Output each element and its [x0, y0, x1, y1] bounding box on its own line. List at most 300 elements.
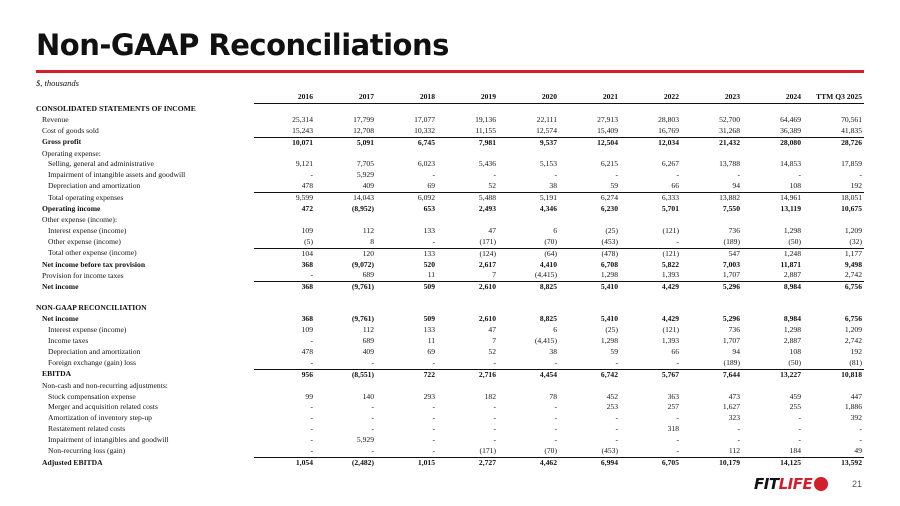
- value-cell: (70): [498, 446, 559, 457]
- value-cell: (124): [479, 248, 496, 258]
- value-cell: -: [493, 424, 496, 434]
- table-row: [36, 193, 864, 204]
- row-label: Non-cash and non-recurring adjustments:: [42, 380, 168, 390]
- value-cell: 5,191: [539, 193, 557, 203]
- value-cell: 478: [301, 346, 313, 356]
- value-cell: 1,015: [417, 457, 435, 467]
- value-cell: 520: [423, 259, 435, 269]
- value-cell: 509: [423, 282, 435, 292]
- value-cell: 653: [423, 204, 435, 214]
- value-cell: -: [371, 424, 374, 434]
- value-cell: 253: [606, 402, 618, 412]
- value-cell: -: [615, 424, 618, 434]
- value-cell: 15,409: [559, 126, 620, 137]
- value-cell: 1,209: [844, 325, 862, 335]
- value-cell: -: [315, 446, 376, 457]
- row-label: Non-recurring loss (gain): [48, 446, 126, 456]
- value-cell: 19,136: [475, 114, 496, 124]
- value-cell: [376, 103, 437, 114]
- row-label: Operating expense:: [42, 148, 101, 158]
- value-cell: 2,887: [742, 270, 803, 281]
- value-cell: 452: [606, 391, 618, 401]
- value-cell: 1,393: [661, 336, 679, 346]
- value-cell: (189): [681, 237, 742, 248]
- value-cell: 13,227: [780, 369, 801, 379]
- value-cell: 5,767: [661, 369, 679, 379]
- row-label: Operating income: [42, 204, 101, 214]
- row-label: EBITDA: [42, 369, 72, 379]
- value-cell: 9,599: [295, 193, 313, 203]
- row-label: Foreign exchange (gain) loss: [48, 358, 136, 368]
- value-cell: 12,574: [498, 126, 559, 137]
- value-cell: (121): [662, 325, 679, 335]
- value-cell: [376, 381, 437, 392]
- value-cell: 4,410: [539, 259, 557, 269]
- value-cell: [376, 303, 437, 314]
- value-cell: 13,788: [719, 159, 740, 169]
- value-cell: (64): [544, 248, 557, 258]
- value-cell: 2,617: [478, 259, 496, 269]
- table-header-row: [36, 92, 864, 103]
- value-cell: 7: [492, 336, 496, 346]
- spacer-row: [36, 293, 864, 303]
- value-cell: 182: [484, 391, 496, 401]
- row-label: Income taxes: [48, 336, 89, 346]
- value-cell: (5): [254, 237, 315, 248]
- value-cell: -: [493, 170, 496, 180]
- value-cell: (4,415): [534, 336, 557, 346]
- value-cell: -: [310, 424, 313, 434]
- value-cell: 69: [376, 181, 437, 192]
- value-cell: 6,274: [600, 193, 618, 203]
- value-cell: (478): [601, 248, 618, 258]
- value-cell: 1,627: [722, 402, 740, 412]
- value-cell: 6,745: [417, 137, 435, 147]
- value-cell: 1,393: [620, 270, 681, 281]
- value-cell: 6,756: [844, 282, 862, 292]
- value-cell: (70): [498, 237, 559, 248]
- value-cell: 5,410: [600, 314, 618, 324]
- value-cell: -: [615, 413, 618, 423]
- value-cell: 409: [315, 181, 376, 192]
- value-cell: 6: [553, 225, 557, 235]
- value-cell: -: [676, 413, 679, 423]
- value-cell: 109: [301, 225, 313, 235]
- value-cell: [803, 303, 864, 314]
- value-cell: 257: [667, 402, 679, 412]
- value-cell: (171): [437, 237, 498, 248]
- value-cell: [803, 149, 864, 160]
- value-cell: [681, 103, 742, 114]
- table-row: [36, 402, 864, 413]
- value-cell: [254, 215, 315, 226]
- value-cell: 7,550: [722, 204, 740, 214]
- value-cell: 12,504: [597, 137, 618, 147]
- table-row: [36, 181, 864, 192]
- value-cell: 9,121: [295, 159, 313, 169]
- value-cell: [315, 303, 376, 314]
- value-cell: 22,111: [536, 114, 557, 124]
- value-cell: [254, 103, 315, 114]
- value-cell: 10,179: [719, 457, 740, 467]
- value-cell: 70,561: [841, 114, 862, 124]
- row-label: Other expense (income): [48, 237, 121, 247]
- value-cell: [620, 215, 681, 226]
- value-cell: 21,432: [719, 137, 740, 147]
- row-label: Cost of goods sold: [42, 125, 99, 135]
- value-cell: [559, 381, 620, 392]
- table-row: [36, 446, 864, 457]
- value-cell: 1,177: [844, 248, 862, 258]
- row-label: Total operating expenses: [48, 192, 124, 202]
- value-cell: [803, 215, 864, 226]
- value-cell: 18,051: [841, 193, 862, 203]
- row-label: Revenue: [42, 114, 69, 124]
- value-cell: 2,742: [844, 336, 862, 346]
- value-cell: 94: [732, 346, 740, 356]
- value-cell: 31,268: [681, 126, 742, 137]
- value-cell: [315, 293, 376, 303]
- value-cell: 11,155: [437, 126, 498, 137]
- value-cell: 10,818: [841, 369, 862, 379]
- table-row: [36, 137, 864, 148]
- value-cell: [742, 215, 803, 226]
- value-cell: (50): [742, 237, 803, 248]
- logo-text-life: LIFE: [778, 475, 813, 493]
- value-cell: (121): [662, 248, 679, 258]
- value-cell: -: [432, 413, 435, 423]
- column-header: 2023: [681, 92, 742, 103]
- value-cell: 1,298: [559, 270, 620, 281]
- value-cell: 6,742: [600, 369, 618, 379]
- value-cell: (9,072): [351, 259, 374, 269]
- value-cell: [803, 103, 864, 114]
- value-cell: -: [620, 358, 681, 369]
- value-cell: (121): [662, 225, 679, 235]
- value-cell: 5,153: [539, 159, 557, 169]
- value-cell: 104: [301, 248, 313, 258]
- value-cell: (25): [605, 325, 618, 335]
- value-cell: [620, 293, 681, 303]
- value-cell: [437, 215, 498, 226]
- table-row: [36, 237, 864, 248]
- value-cell: [498, 215, 559, 226]
- value-cell: 112: [362, 225, 374, 235]
- value-cell: 7,705: [356, 159, 374, 169]
- value-cell: 736: [728, 325, 740, 335]
- value-cell: 109: [301, 325, 313, 335]
- row-label: Interest expense (income): [48, 225, 127, 235]
- title-underline: [36, 70, 864, 73]
- value-cell: 4,462: [539, 457, 557, 467]
- value-cell: -: [620, 237, 681, 248]
- value-cell: 52,700: [719, 114, 740, 124]
- row-label: Selling, general and administrative: [48, 159, 154, 169]
- value-cell: 10,071: [292, 137, 313, 147]
- value-cell: -: [737, 424, 740, 434]
- value-cell: -: [859, 170, 862, 180]
- row-label: Adjusted EBITDA: [42, 457, 103, 467]
- value-cell: 133: [423, 248, 435, 258]
- row-label: Interest expense (income): [48, 325, 127, 335]
- row-label: Provision for income taxes: [42, 270, 124, 280]
- value-cell: 94: [681, 181, 742, 192]
- value-cell: 38: [498, 181, 559, 192]
- value-cell: 5,488: [478, 193, 496, 203]
- value-cell: 6,267: [661, 159, 679, 169]
- value-cell: 192: [850, 346, 862, 356]
- value-cell: 11: [427, 336, 435, 346]
- row-label: Net income: [42, 314, 79, 324]
- value-cell: [437, 149, 498, 160]
- value-cell: 6,756: [844, 314, 862, 324]
- value-cell: [498, 303, 559, 314]
- value-cell: [315, 103, 376, 114]
- header-label-cell: [36, 92, 254, 103]
- value-cell: [376, 293, 437, 303]
- value-cell: 6,230: [600, 204, 618, 214]
- value-cell: 2,727: [478, 457, 496, 467]
- value-cell: [681, 149, 742, 160]
- value-cell: 7,981: [478, 137, 496, 147]
- value-cell: 368: [301, 259, 313, 269]
- value-cell: [498, 293, 559, 303]
- section-header-row: [36, 103, 864, 114]
- row-label: Gross profit: [42, 137, 82, 147]
- value-cell: [620, 103, 681, 114]
- value-cell: -: [676, 170, 679, 180]
- financial-table: [36, 92, 864, 469]
- value-cell: [498, 103, 559, 114]
- value-cell: -: [498, 358, 559, 369]
- value-cell: 13,592: [841, 457, 862, 467]
- value-cell: 5,091: [356, 137, 374, 147]
- value-cell: 69: [427, 346, 435, 356]
- table-row: [36, 369, 864, 380]
- value-cell: 409: [362, 346, 374, 356]
- value-cell: [437, 103, 498, 114]
- table-row: [36, 159, 864, 170]
- value-cell: 8,984: [783, 314, 801, 324]
- value-cell: 6,023: [417, 159, 435, 169]
- value-cell: 368: [301, 314, 313, 324]
- value-cell: 38: [549, 346, 557, 356]
- value-cell: 722: [423, 369, 435, 379]
- row-label: Net income before tax provision: [42, 259, 146, 269]
- value-cell: 17,799: [353, 114, 374, 124]
- value-cell: -: [310, 336, 313, 346]
- value-cell: -: [798, 424, 801, 434]
- value-cell: 112: [362, 325, 374, 335]
- value-cell: 2,493: [478, 204, 496, 214]
- value-cell: 8,825: [539, 314, 557, 324]
- value-cell: -: [798, 435, 801, 445]
- value-cell: (81): [803, 358, 864, 369]
- value-cell: 66: [620, 181, 681, 192]
- value-cell: 133: [423, 225, 435, 235]
- value-cell: [498, 381, 559, 392]
- row-label: [36, 293, 254, 303]
- value-cell: -: [615, 170, 618, 180]
- row-label: Merger and acquisition related costs: [48, 402, 158, 412]
- value-cell: 78: [549, 391, 557, 401]
- row-label: Amortization of inventory step-up: [48, 413, 152, 423]
- value-cell: -: [620, 446, 681, 457]
- value-cell: 1,707: [722, 336, 740, 346]
- value-cell: (8,551): [351, 369, 374, 379]
- value-cell: [742, 303, 803, 314]
- column-header: 2020: [498, 92, 559, 103]
- value-cell: [437, 293, 498, 303]
- value-cell: 5,296: [722, 282, 740, 292]
- value-cell: -: [432, 424, 435, 434]
- value-cell: -: [554, 424, 557, 434]
- value-cell: 5,701: [661, 204, 679, 214]
- value-cell: 736: [728, 225, 740, 235]
- row-label: Total other expense (income): [48, 248, 137, 258]
- value-cell: [315, 215, 376, 226]
- value-cell: -: [437, 358, 498, 369]
- value-cell: 5,929: [356, 435, 374, 445]
- value-cell: 363: [667, 391, 679, 401]
- table-row: [36, 226, 864, 237]
- value-cell: 2,887: [783, 336, 801, 346]
- value-cell: [681, 293, 742, 303]
- value-cell: 5,929: [356, 170, 374, 180]
- value-cell: 10,332: [376, 126, 437, 137]
- table-row: [36, 126, 864, 137]
- value-cell: [742, 149, 803, 160]
- value-cell: 11: [376, 270, 437, 281]
- value-cell: 49: [803, 446, 864, 457]
- table-row: [36, 115, 864, 126]
- column-header: 2024: [742, 92, 803, 103]
- value-cell: -: [554, 435, 557, 445]
- value-cell: -: [493, 402, 496, 412]
- row-label: Net income: [42, 282, 79, 292]
- value-cell: [742, 381, 803, 392]
- table-row: [36, 336, 864, 347]
- value-cell: 478: [254, 181, 315, 192]
- value-cell: 47: [488, 325, 496, 335]
- table-row: [36, 358, 864, 369]
- row-label: Restatement related costs: [48, 424, 126, 434]
- value-cell: 8,825: [539, 282, 557, 292]
- value-cell: 12,034: [658, 137, 679, 147]
- value-cell: [315, 149, 376, 160]
- value-cell: [742, 103, 803, 114]
- value-cell: [803, 293, 864, 303]
- value-cell: 368: [301, 282, 313, 292]
- value-cell: -: [310, 435, 313, 445]
- value-cell: 1,298: [783, 225, 801, 235]
- value-cell: 14,961: [780, 193, 801, 203]
- value-cell: -: [254, 358, 315, 369]
- value-cell: [681, 215, 742, 226]
- value-cell: [376, 215, 437, 226]
- value-cell: -: [554, 402, 557, 412]
- value-cell: 2,610: [478, 282, 496, 292]
- table-row: [36, 260, 864, 271]
- value-cell: 8: [315, 237, 376, 248]
- value-cell: 59: [559, 181, 620, 192]
- value-cell: -: [859, 435, 862, 445]
- value-cell: (9,761): [351, 282, 374, 292]
- value-cell: [498, 149, 559, 160]
- value-cell: [254, 149, 315, 160]
- value-cell: -: [310, 402, 313, 412]
- value-cell: (2,482): [351, 457, 374, 467]
- value-cell: 120: [362, 248, 374, 258]
- value-cell: 473: [728, 391, 740, 401]
- value-cell: 192: [803, 181, 864, 192]
- value-cell: 4,429: [661, 314, 679, 324]
- value-cell: 16,769: [620, 126, 681, 137]
- value-cell: -: [254, 270, 315, 281]
- table-row: [36, 424, 864, 435]
- value-cell: 7,003: [722, 259, 740, 269]
- value-cell: -: [737, 170, 740, 180]
- logo-badge-icon: [814, 477, 828, 491]
- value-cell: -: [798, 170, 801, 180]
- value-cell: [620, 149, 681, 160]
- section-header-row: [36, 303, 864, 314]
- value-cell: 9,537: [539, 137, 557, 147]
- value-cell: (32): [803, 237, 864, 248]
- value-cell: 52: [488, 346, 496, 356]
- value-cell: 547: [728, 248, 740, 258]
- value-cell: -: [376, 237, 437, 248]
- value-cell: 459: [789, 391, 801, 401]
- value-cell: 323: [728, 413, 740, 423]
- value-cell: [559, 103, 620, 114]
- table-row: [36, 314, 864, 325]
- value-cell: 447: [850, 391, 862, 401]
- value-cell: -: [737, 435, 740, 445]
- value-cell: 1,886: [844, 402, 862, 412]
- value-cell: 1,248: [783, 248, 801, 258]
- table-row: [36, 435, 864, 446]
- value-cell: [620, 303, 681, 314]
- table-body: [36, 103, 864, 468]
- value-cell: [559, 303, 620, 314]
- value-cell: 28,080: [780, 137, 801, 147]
- table-row: [36, 215, 864, 226]
- value-cell: -: [376, 358, 437, 369]
- value-cell: -: [310, 413, 313, 423]
- table-row: [36, 325, 864, 336]
- value-cell: 25,314: [292, 114, 313, 124]
- value-cell: 1,707: [681, 270, 742, 281]
- value-cell: 472: [301, 204, 313, 214]
- value-cell: 6,705: [661, 457, 679, 467]
- value-cell: -: [554, 413, 557, 423]
- logo-text-fit: FIT: [754, 475, 779, 493]
- value-cell: 5,822: [661, 259, 679, 269]
- value-cell: 27,913: [597, 114, 618, 124]
- value-cell: 28,803: [658, 114, 679, 124]
- table-row: [36, 347, 864, 358]
- value-cell: (8,952): [351, 204, 374, 214]
- column-header: 2022: [620, 92, 681, 103]
- row-label: Impairment of intangible assets and goodwill: [48, 170, 186, 180]
- value-cell: [559, 215, 620, 226]
- value-cell: 2,610: [478, 314, 496, 324]
- row-label: CONSOLIDATED STATEMENTS OF INCOME: [36, 103, 196, 113]
- value-cell: 17,077: [414, 114, 435, 124]
- value-cell: [254, 381, 315, 392]
- value-cell: 66: [671, 346, 679, 356]
